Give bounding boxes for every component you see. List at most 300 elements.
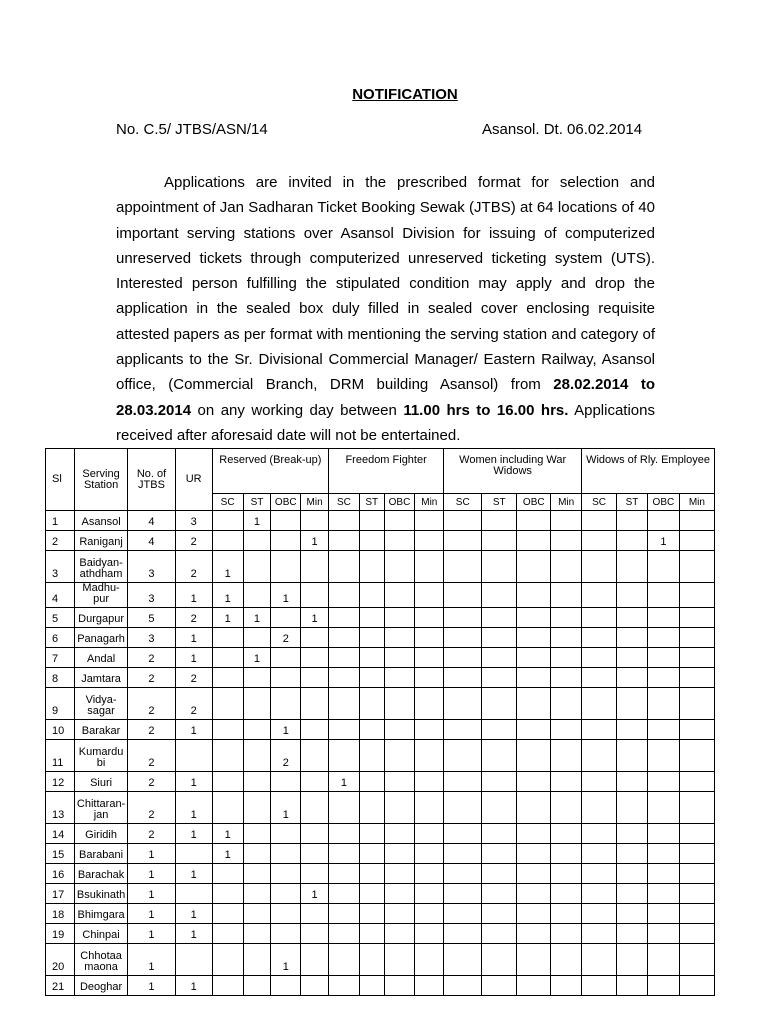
row-reserved-st: 1 xyxy=(243,648,271,668)
row-freedom-sc xyxy=(329,628,360,648)
row-station: Raniganj xyxy=(74,531,128,551)
row-widows-min xyxy=(679,583,714,608)
row-station: Baidyan-athdham xyxy=(74,551,128,583)
row-reserved-obc: 1 xyxy=(271,583,301,608)
row-women-min xyxy=(551,976,582,996)
row-sl: 12 xyxy=(46,772,75,792)
row-women-obc xyxy=(517,648,551,668)
row-widows-obc xyxy=(647,608,679,628)
row-widows-obc xyxy=(647,688,679,720)
row-women-sc xyxy=(444,511,482,531)
row-ur: 1 xyxy=(175,772,212,792)
row-widows-min xyxy=(679,976,714,996)
row-reserved-obc xyxy=(271,824,301,844)
row-ur: 1 xyxy=(175,720,212,740)
row-jtbs: 1 xyxy=(128,884,175,904)
row-freedom-obc xyxy=(384,944,415,976)
row-station: Chinpai xyxy=(74,924,128,944)
row-women-min xyxy=(551,924,582,944)
row-reserved-obc: 2 xyxy=(271,740,301,772)
row-freedom-st xyxy=(359,628,384,648)
row-reserved-st xyxy=(243,824,271,844)
subheader-women-sc: SC xyxy=(444,494,482,511)
row-freedom-st xyxy=(359,924,384,944)
row-freedom-st xyxy=(359,740,384,772)
row-widows-obc xyxy=(647,583,679,608)
row-freedom-sc xyxy=(329,608,360,628)
row-freedom-sc xyxy=(329,648,360,668)
table-row xyxy=(46,924,715,944)
table-row xyxy=(46,904,715,924)
row-freedom-obc xyxy=(384,628,415,648)
row-women-min xyxy=(551,772,582,792)
row-freedom-sc xyxy=(329,688,360,720)
row-reserved-st xyxy=(243,884,271,904)
row-station: Durgapur xyxy=(74,608,128,628)
subheader-freedom-obc: OBC xyxy=(384,494,415,511)
row-reserved-min xyxy=(301,976,329,996)
row-reserved-sc xyxy=(212,884,243,904)
row-freedom-sc xyxy=(329,583,360,608)
table-row xyxy=(46,884,715,904)
table-row xyxy=(46,824,715,844)
row-reserved-obc xyxy=(271,551,301,583)
row-jtbs: 5 xyxy=(128,608,175,628)
row-reserved-min: 1 xyxy=(301,608,329,628)
row-ur: 1 xyxy=(175,824,212,844)
table-row xyxy=(46,668,715,688)
table-row xyxy=(46,720,715,740)
row-widows-sc xyxy=(582,904,617,924)
row-freedom-st xyxy=(359,904,384,924)
row-freedom-st xyxy=(359,668,384,688)
row-women-min xyxy=(551,740,582,772)
row-women-sc xyxy=(444,628,482,648)
row-widows-min xyxy=(679,844,714,864)
row-ur: 2 xyxy=(175,688,212,720)
row-ur: 2 xyxy=(175,551,212,583)
row-widows-sc xyxy=(582,864,617,884)
row-station: Siuri xyxy=(74,772,128,792)
row-station: Deoghar xyxy=(74,976,128,996)
row-women-obc xyxy=(517,772,551,792)
table-row xyxy=(46,740,715,772)
row-freedom-min xyxy=(415,628,444,648)
row-reserved-st xyxy=(243,792,271,824)
row-jtbs: 1 xyxy=(128,864,175,884)
row-reserved-sc: 1 xyxy=(212,583,243,608)
row-reserved-min xyxy=(301,720,329,740)
row-freedom-st xyxy=(359,648,384,668)
row-women-min xyxy=(551,844,582,864)
table-row xyxy=(46,511,715,531)
row-widows-st xyxy=(617,944,648,976)
row-women-min xyxy=(551,720,582,740)
row-reserved-st xyxy=(243,924,271,944)
row-sl: 18 xyxy=(46,904,75,924)
row-women-st xyxy=(482,608,517,628)
row-women-obc xyxy=(517,792,551,824)
table-row xyxy=(46,628,715,648)
row-widows-obc xyxy=(647,924,679,944)
row-women-min xyxy=(551,531,582,551)
row-jtbs: 1 xyxy=(128,844,175,864)
row-ur xyxy=(175,884,212,904)
subheader-women-min: Min xyxy=(551,494,582,511)
row-freedom-sc xyxy=(329,944,360,976)
row-reserved-min xyxy=(301,688,329,720)
header-reserved: Reserved (Break-up) xyxy=(212,449,328,494)
subheader-reserved-min: Min xyxy=(301,494,329,511)
row-reserved-obc xyxy=(271,511,301,531)
row-widows-min xyxy=(679,944,714,976)
row-freedom-obc xyxy=(384,511,415,531)
row-widows-st xyxy=(617,551,648,583)
row-women-min xyxy=(551,583,582,608)
row-jtbs: 3 xyxy=(128,551,175,583)
row-reserved-st xyxy=(243,844,271,864)
row-reserved-st xyxy=(243,864,271,884)
row-freedom-sc xyxy=(329,976,360,996)
row-reserved-sc xyxy=(212,904,243,924)
row-women-st xyxy=(482,976,517,996)
row-station: Barakar xyxy=(74,720,128,740)
row-women-min xyxy=(551,884,582,904)
row-women-st xyxy=(482,720,517,740)
row-women-sc xyxy=(444,740,482,772)
row-freedom-min xyxy=(415,668,444,688)
row-freedom-obc xyxy=(384,740,415,772)
table-row xyxy=(46,608,715,628)
row-freedom-st xyxy=(359,844,384,864)
row-widows-sc xyxy=(582,551,617,583)
row-widows-st xyxy=(617,720,648,740)
row-freedom-min xyxy=(415,740,444,772)
row-widows-sc xyxy=(582,924,617,944)
table-row xyxy=(46,648,715,668)
row-ur xyxy=(175,944,212,976)
subheader-widows-min: Min xyxy=(679,494,714,511)
subheader-reserved-st: ST xyxy=(243,494,271,511)
row-women-obc xyxy=(517,628,551,648)
row-women-min xyxy=(551,944,582,976)
row-widows-obc xyxy=(647,884,679,904)
row-freedom-sc xyxy=(329,864,360,884)
row-freedom-min xyxy=(415,824,444,844)
row-freedom-sc xyxy=(329,844,360,864)
row-freedom-obc xyxy=(384,844,415,864)
row-freedom-obc xyxy=(384,884,415,904)
row-widows-obc: 1 xyxy=(647,531,679,551)
row-freedom-min xyxy=(415,976,444,996)
row-jtbs: 2 xyxy=(128,668,175,688)
table-row xyxy=(46,976,715,996)
row-women-sc xyxy=(444,976,482,996)
row-widows-obc xyxy=(647,792,679,824)
row-freedom-obc xyxy=(384,531,415,551)
row-ur: 2 xyxy=(175,668,212,688)
row-widows-st xyxy=(617,824,648,844)
row-reserved-min xyxy=(301,944,329,976)
row-widows-obc xyxy=(647,824,679,844)
row-station: Jamtara xyxy=(74,668,128,688)
row-women-st xyxy=(482,944,517,976)
row-freedom-min xyxy=(415,531,444,551)
row-reserved-sc: 1 xyxy=(212,608,243,628)
row-women-min xyxy=(551,648,582,668)
row-freedom-min xyxy=(415,772,444,792)
row-reserved-st xyxy=(243,720,271,740)
row-women-st xyxy=(482,668,517,688)
row-women-obc xyxy=(517,904,551,924)
row-station: Giridih xyxy=(74,824,128,844)
row-women-obc xyxy=(517,884,551,904)
row-widows-st xyxy=(617,583,648,608)
row-women-obc xyxy=(517,976,551,996)
row-women-st xyxy=(482,551,517,583)
row-widows-min xyxy=(679,884,714,904)
body-end: Applications received after aforesaid date will not be entertained. xyxy=(116,401,655,444)
row-widows-min xyxy=(679,792,714,824)
row-widows-st xyxy=(617,648,648,668)
row-jtbs: 2 xyxy=(128,824,175,844)
row-sl: 17 xyxy=(46,884,75,904)
row-women-obc xyxy=(517,551,551,583)
row-sl: 7 xyxy=(46,648,75,668)
table-row xyxy=(46,864,715,884)
row-freedom-min xyxy=(415,884,444,904)
row-reserved-obc xyxy=(271,531,301,551)
row-women-min xyxy=(551,824,582,844)
row-women-st xyxy=(482,531,517,551)
row-reserved-obc: 1 xyxy=(271,944,301,976)
row-widows-st xyxy=(617,608,648,628)
row-women-st xyxy=(482,924,517,944)
row-sl: 4 xyxy=(46,583,75,608)
row-widows-min xyxy=(679,864,714,884)
row-widows-sc xyxy=(582,583,617,608)
row-widows-st xyxy=(617,884,648,904)
row-widows-sc xyxy=(582,792,617,824)
row-reserved-min xyxy=(301,551,329,583)
notification-body xyxy=(116,170,655,448)
row-widows-st xyxy=(617,511,648,531)
row-jtbs: 1 xyxy=(128,904,175,924)
row-women-min xyxy=(551,688,582,720)
row-widows-obc xyxy=(647,904,679,924)
row-station: Barachak xyxy=(74,864,128,884)
row-sl: 9 xyxy=(46,688,75,720)
row-reserved-obc xyxy=(271,884,301,904)
row-reserved-st xyxy=(243,740,271,772)
row-widows-sc xyxy=(582,648,617,668)
row-freedom-sc xyxy=(329,824,360,844)
row-widows-obc xyxy=(647,628,679,648)
row-women-min xyxy=(551,608,582,628)
row-widows-sc xyxy=(582,740,617,772)
row-jtbs: 2 xyxy=(128,688,175,720)
row-widows-st xyxy=(617,688,648,720)
row-reserved-min xyxy=(301,904,329,924)
row-station: Panagarh xyxy=(74,628,128,648)
row-widows-st xyxy=(617,976,648,996)
row-ur: 1 xyxy=(175,648,212,668)
row-ur xyxy=(175,740,212,772)
row-widows-obc xyxy=(647,511,679,531)
row-women-sc xyxy=(444,884,482,904)
table-row xyxy=(46,792,715,824)
row-widows-sc xyxy=(582,511,617,531)
header-ur: UR xyxy=(175,449,212,511)
row-reserved-min xyxy=(301,511,329,531)
subheader-freedom-st: ST xyxy=(359,494,384,511)
row-women-min xyxy=(551,628,582,648)
row-freedom-st xyxy=(359,772,384,792)
row-freedom-obc xyxy=(384,772,415,792)
row-jtbs: 2 xyxy=(128,792,175,824)
row-freedom-min xyxy=(415,511,444,531)
row-widows-min xyxy=(679,924,714,944)
row-widows-sc xyxy=(582,688,617,720)
row-widows-sc xyxy=(582,628,617,648)
row-widows-sc xyxy=(582,720,617,740)
row-freedom-st xyxy=(359,511,384,531)
row-widows-min xyxy=(679,688,714,720)
row-women-min xyxy=(551,511,582,531)
row-freedom-sc xyxy=(329,924,360,944)
row-widows-obc xyxy=(647,864,679,884)
row-station: Kumardu bi xyxy=(74,740,128,772)
row-widows-sc xyxy=(582,531,617,551)
row-sl: 21 xyxy=(46,976,75,996)
row-widows-st xyxy=(617,792,648,824)
row-women-sc xyxy=(444,583,482,608)
subheader-reserved-sc: SC xyxy=(212,494,243,511)
row-widows-sc xyxy=(582,976,617,996)
row-women-obc xyxy=(517,668,551,688)
table-row xyxy=(46,844,715,864)
row-freedom-sc xyxy=(329,551,360,583)
row-freedom-sc xyxy=(329,511,360,531)
row-freedom-obc xyxy=(384,904,415,924)
row-jtbs: 2 xyxy=(128,648,175,668)
row-reserved-min xyxy=(301,740,329,772)
row-station: Barabani xyxy=(74,844,128,864)
row-ur: 1 xyxy=(175,583,212,608)
row-reserved-st: 1 xyxy=(243,511,271,531)
row-reserved-min xyxy=(301,583,329,608)
row-reserved-min xyxy=(301,772,329,792)
jtbs-locations-table xyxy=(45,448,715,996)
row-widows-sc xyxy=(582,844,617,864)
body-mid: on any working day between xyxy=(191,401,404,419)
row-jtbs: 4 xyxy=(128,531,175,551)
row-ur: 1 xyxy=(175,924,212,944)
row-reserved-min xyxy=(301,792,329,824)
row-freedom-obc xyxy=(384,864,415,884)
row-reserved-st xyxy=(243,551,271,583)
body-hours: 11.00 hrs to 16.00 hrs. xyxy=(403,401,569,419)
row-ur: 1 xyxy=(175,628,212,648)
row-widows-obc xyxy=(647,740,679,772)
row-station: Chittaran-jan xyxy=(74,792,128,824)
header-no-of-jtbs: No. of JTBS xyxy=(128,449,175,511)
row-reserved-obc xyxy=(271,976,301,996)
row-freedom-st xyxy=(359,884,384,904)
row-jtbs: 3 xyxy=(128,628,175,648)
row-reserved-sc xyxy=(212,864,243,884)
row-reserved-min: 1 xyxy=(301,531,329,551)
subheader-freedom-min: Min xyxy=(415,494,444,511)
row-women-sc xyxy=(444,864,482,884)
body-intro: Applications are invited in the prescribed format for selection and appointment of Jan Sadharan Ticket Booking Sewak (JTBS) at 64 locations of 40 important serving stations over Asansol Division for issuing of computerized unreserved tickets through computerized unreserved ticketing system (UTS). Interested person fulfilling the stipulated condition may apply and drop the application in the sealed box duly filled in sealed cover enclosing requisite attested papers as per format with mentioning the serving station and category of applicants to the Sr. Divisional Commercial Manager/ Eastern Railway, Asansol office, (Commercial Branch, DRM building Asansol) from xyxy=(116,174,655,394)
row-jtbs: 1 xyxy=(128,924,175,944)
row-reserved-obc xyxy=(271,844,301,864)
row-widows-min xyxy=(679,668,714,688)
row-sl: 11 xyxy=(46,740,75,772)
table-row xyxy=(46,944,715,976)
row-reserved-st xyxy=(243,944,271,976)
row-women-obc xyxy=(517,924,551,944)
row-women-obc xyxy=(517,844,551,864)
row-freedom-st xyxy=(359,976,384,996)
row-reserved-st: 1 xyxy=(243,608,271,628)
row-women-obc xyxy=(517,583,551,608)
row-women-sc xyxy=(444,772,482,792)
row-reserved-sc xyxy=(212,924,243,944)
row-widows-obc xyxy=(647,844,679,864)
table-row xyxy=(46,551,715,583)
row-women-st xyxy=(482,844,517,864)
row-women-obc xyxy=(517,824,551,844)
row-widows-min xyxy=(679,824,714,844)
row-widows-min xyxy=(679,531,714,551)
row-widows-st xyxy=(617,904,648,924)
row-women-sc xyxy=(444,944,482,976)
row-women-min xyxy=(551,551,582,583)
row-women-sc xyxy=(444,608,482,628)
row-freedom-sc xyxy=(329,668,360,688)
row-reserved-min xyxy=(301,824,329,844)
notification-date: Asansol. Dt. 06.02.2014 xyxy=(482,121,643,138)
row-reserved-sc xyxy=(212,531,243,551)
header-widows: Widows of Rly. Employee xyxy=(582,449,715,494)
row-reserved-min xyxy=(301,864,329,884)
row-sl: 5 xyxy=(46,608,75,628)
row-reserved-min: 1 xyxy=(301,884,329,904)
row-sl: 19 xyxy=(46,924,75,944)
row-women-st xyxy=(482,583,517,608)
row-sl: 1 xyxy=(46,511,75,531)
row-freedom-min xyxy=(415,944,444,976)
row-widows-st xyxy=(617,531,648,551)
row-reserved-sc xyxy=(212,720,243,740)
row-freedom-obc xyxy=(384,824,415,844)
row-reserved-sc xyxy=(212,740,243,772)
row-reserved-sc xyxy=(212,772,243,792)
row-women-st xyxy=(482,648,517,668)
row-widows-sc xyxy=(582,884,617,904)
row-sl: 20 xyxy=(46,944,75,976)
row-freedom-sc xyxy=(329,720,360,740)
subheader-widows-sc: SC xyxy=(582,494,617,511)
row-freedom-sc: 1 xyxy=(329,772,360,792)
subheader-freedom-sc: SC xyxy=(329,494,360,511)
row-jtbs: 2 xyxy=(128,772,175,792)
row-freedom-min xyxy=(415,688,444,720)
row-freedom-obc xyxy=(384,976,415,996)
row-station: Chhotaa maona xyxy=(74,944,128,976)
